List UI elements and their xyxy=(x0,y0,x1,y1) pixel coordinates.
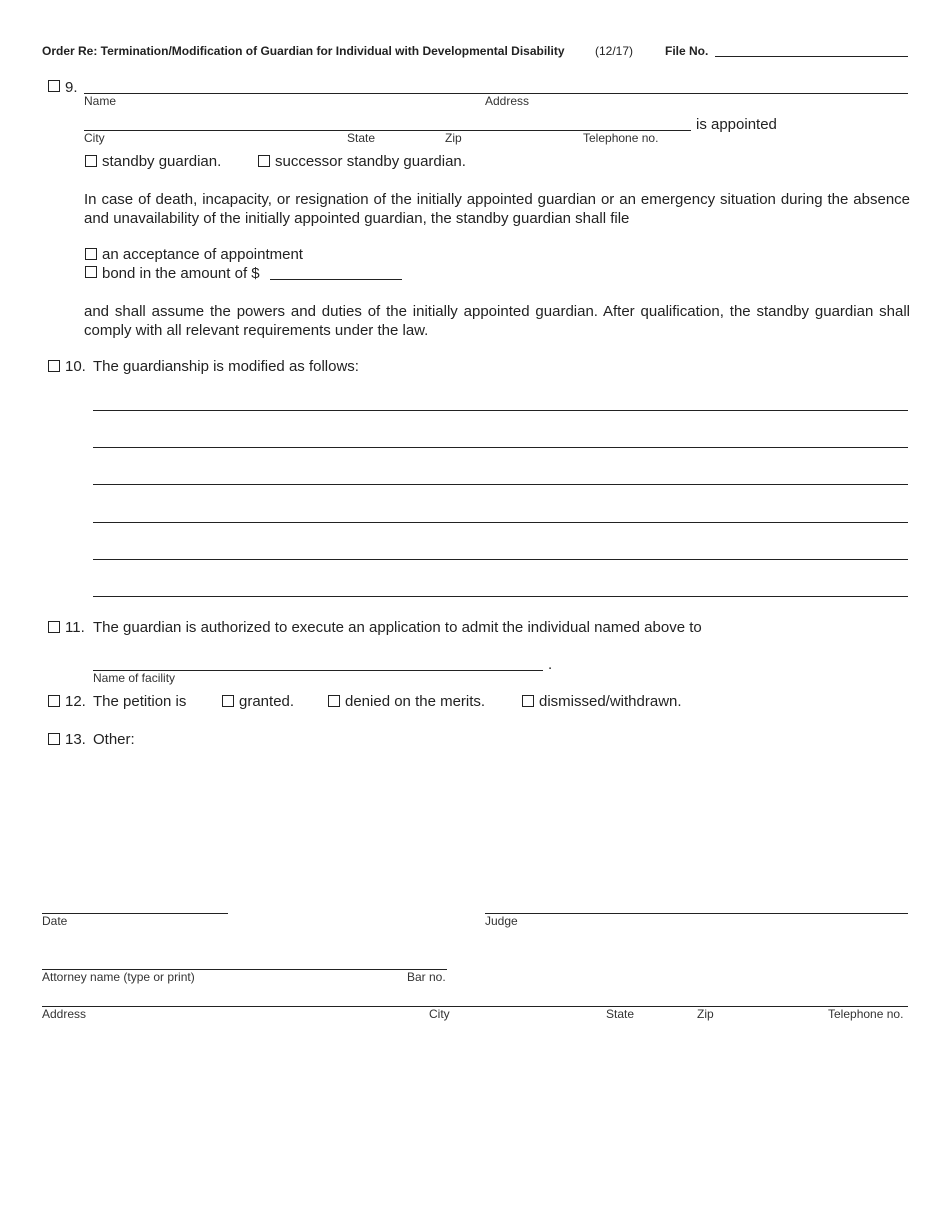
standby-paragraph: In case of death, incapacity, or resignation of the initially appointed guardian or an emergency situation during the absence and unavailability of the initially appointed guardian, the standby guardian shall file xyxy=(84,191,910,227)
modification-line[interactable] xyxy=(93,410,908,411)
standby-guardian-checkbox[interactable] xyxy=(85,155,97,167)
modification-line[interactable] xyxy=(93,596,908,597)
attorney-address-label: Address xyxy=(42,1007,87,1021)
item12-number: 12. xyxy=(65,693,86,710)
item11-checkbox[interactable] xyxy=(48,621,60,633)
item13-text: Other: xyxy=(93,731,135,748)
item11-text: The guardian is authorized to execute an application to admit the individual named above to xyxy=(93,619,702,636)
dismissed-label: dismissed/withdrawn. xyxy=(539,693,682,710)
form-title: Order Re: Termination/Modification of Guardian for Individual with Developmental Disability xyxy=(42,44,565,58)
date-field[interactable] xyxy=(42,913,228,914)
attorney-city-label: City xyxy=(429,1007,450,1021)
name-label: Name xyxy=(84,94,117,108)
modification-line[interactable] xyxy=(93,559,908,560)
granted-label: granted. xyxy=(239,693,295,710)
item11-number: 11. xyxy=(65,619,85,636)
facility-period: . xyxy=(548,656,553,673)
attorney-address-field[interactable] xyxy=(42,1006,908,1007)
acceptance-checkbox[interactable] xyxy=(85,248,97,260)
city-label: City xyxy=(84,131,105,145)
state-label: State xyxy=(347,131,376,145)
attorney-zip-label: Zip xyxy=(697,1007,714,1021)
item13-number: 13. xyxy=(65,731,86,748)
acceptance-label: an acceptance of appointment xyxy=(102,246,303,263)
bond-checkbox[interactable] xyxy=(85,266,97,278)
bar-no-label: Bar no. xyxy=(407,970,446,984)
judge-signature-field[interactable] xyxy=(485,913,908,914)
powers-paragraph: and shall assume the powers and duties of the initially appointed guardian. After qualification, the standby guardian shall comply with all relevant requirements under the law. xyxy=(84,303,910,339)
form-date: (12/17) xyxy=(595,44,634,58)
modification-line[interactable] xyxy=(93,522,908,523)
file-no-label: File No. xyxy=(665,44,709,58)
attorney-state-label: State xyxy=(606,1007,635,1021)
telephone-label: Telephone no. xyxy=(583,131,659,145)
item12-text: The petition is xyxy=(93,693,187,710)
file-no-field[interactable] xyxy=(715,56,908,57)
zip-label: Zip xyxy=(445,131,462,145)
dismissed-checkbox[interactable] xyxy=(522,695,534,707)
item12-checkbox[interactable] xyxy=(48,695,60,707)
item10-number: 10. xyxy=(65,358,86,375)
denied-label: denied on the merits. xyxy=(345,693,486,710)
successor-standby-label: successor standby guardian. xyxy=(275,153,466,170)
date-label: Date xyxy=(42,914,68,928)
bond-label: bond in the amount of $ xyxy=(102,265,260,282)
item10-text: The guardianship is modified as follows: xyxy=(93,358,359,375)
modification-line[interactable] xyxy=(93,484,908,485)
standby-guardian-label: standby guardian. xyxy=(102,153,222,170)
judge-label: Judge xyxy=(485,914,518,928)
item13-checkbox[interactable] xyxy=(48,733,60,745)
address-label: Address xyxy=(485,94,530,108)
denied-checkbox[interactable] xyxy=(328,695,340,707)
granted-checkbox[interactable] xyxy=(222,695,234,707)
item9-checkbox[interactable] xyxy=(48,80,60,92)
item9-number: 9. xyxy=(65,79,78,96)
successor-standby-checkbox[interactable] xyxy=(258,155,270,167)
is-appointed-text: is appointed xyxy=(696,116,777,133)
attorney-telephone-label: Telephone no. xyxy=(828,1007,904,1021)
bond-amount-field[interactable] xyxy=(270,279,402,280)
modification-line[interactable] xyxy=(93,447,908,448)
item10-checkbox[interactable] xyxy=(48,360,60,372)
facility-label: Name of facility xyxy=(93,671,176,685)
attorney-label: Attorney name (type or print) xyxy=(42,970,195,984)
